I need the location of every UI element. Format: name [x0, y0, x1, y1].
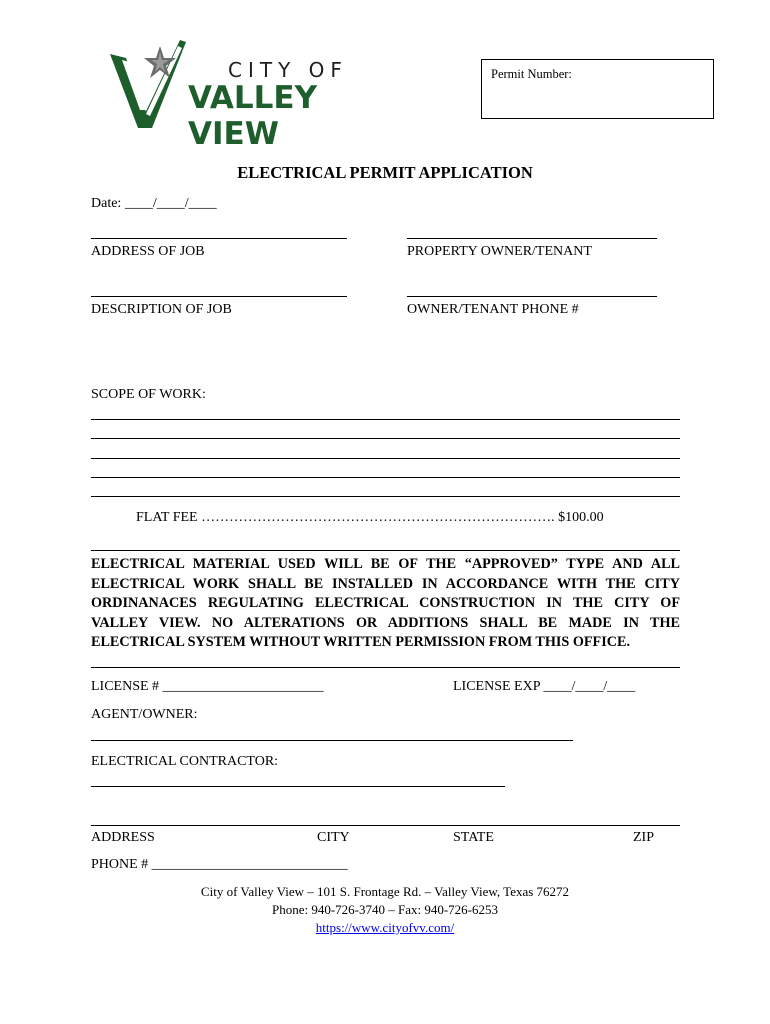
city-label: CITY	[317, 830, 350, 845]
address-of-job-label: ADDRESS OF JOB	[91, 244, 205, 259]
flat-fee-row	[136, 510, 604, 526]
state-label: STATE	[453, 830, 494, 845]
scope-line-2[interactable]	[91, 438, 680, 439]
description-of-job-line[interactable]	[91, 296, 347, 297]
city-logo	[108, 38, 398, 152]
permit-number-box[interactable]	[481, 59, 714, 119]
owner-phone-line[interactable]	[407, 296, 657, 297]
flat-fee-dots: ………………………………………………………………….	[201, 510, 555, 525]
fee-divider	[91, 550, 680, 551]
scope-line-5[interactable]	[91, 496, 680, 497]
description-of-job-label: DESCRIPTION OF JOB	[91, 302, 232, 317]
license-exp-field[interactable]: LICENSE EXP ____/____/____	[453, 679, 636, 694]
property-owner-label: PROPERTY OWNER/TENANT	[407, 244, 592, 259]
contractor-address-line[interactable]	[91, 825, 680, 826]
agent-owner-line[interactable]	[91, 740, 573, 741]
property-owner-line[interactable]	[407, 238, 657, 239]
date-field[interactable]: Date: ____/____/____	[91, 196, 217, 211]
warning-notice: ELECTRICAL MATERIAL USED WILL BE OF THE “APPROVED” TYPE AND ALL ELECTRICAL WORK SHALL BE INSTALLED IN ACCORDANCE WITH THE CITY ORDINANACES REGULATING ELECTRICAL CONSTRUCTION IN THE CITY OF VALLEY VIEW. NO ALTERATIONS OR ADDITIONS SHALL BE MADE IN THE ELECTRICAL SYSTEM WITHOUT WRITTEN PERMISSION FROM THIS OFFICE.	[91, 556, 680, 650]
valley-view-logo-mark	[108, 38, 190, 130]
license-number-field[interactable]: LICENSE # _______________________	[91, 679, 324, 694]
owner-phone-label: OWNER/TENANT PHONE #	[407, 302, 579, 317]
agent-owner-label: AGENT/OWNER:	[91, 707, 198, 722]
logo-valley-view: VALLEY VIEW	[188, 80, 318, 152]
zip-label: ZIP	[633, 830, 654, 845]
address-label: ADDRESS	[91, 830, 155, 845]
scope-line-3[interactable]	[91, 458, 680, 459]
warning-divider	[91, 667, 680, 668]
scope-line-4[interactable]	[91, 477, 680, 478]
electrical-contractor-line[interactable]	[91, 786, 505, 787]
scope-line-1[interactable]	[91, 419, 680, 420]
footer-link-wrapper	[0, 919, 770, 937]
footer-address: City of Valley View – 101 S. Frontage Rd. – Valley View, Texas 76272	[200, 884, 570, 899]
permit-number-label: Permit Number:	[491, 67, 572, 81]
scope-of-work-label: SCOPE OF WORK:	[91, 387, 206, 402]
flat-fee-amount: $100.00	[558, 510, 604, 525]
flat-fee-label: FLAT FEE	[136, 510, 198, 525]
electrical-contractor-label: ELECTRICAL CONTRACTOR:	[91, 754, 279, 769]
page-title: ELECTRICAL PERMIT APPLICATION	[237, 163, 533, 182]
phone-field[interactable]: PHONE # ____________________________	[91, 857, 348, 872]
logo-city-of: CITY OF	[228, 58, 348, 82]
website-link[interactable]: https://www.cityofvv.com/	[315, 920, 455, 935]
address-of-job-line[interactable]	[91, 238, 347, 239]
footer-phone: Phone: 940-726-3740 – Fax: 940-726-6253	[271, 902, 499, 917]
